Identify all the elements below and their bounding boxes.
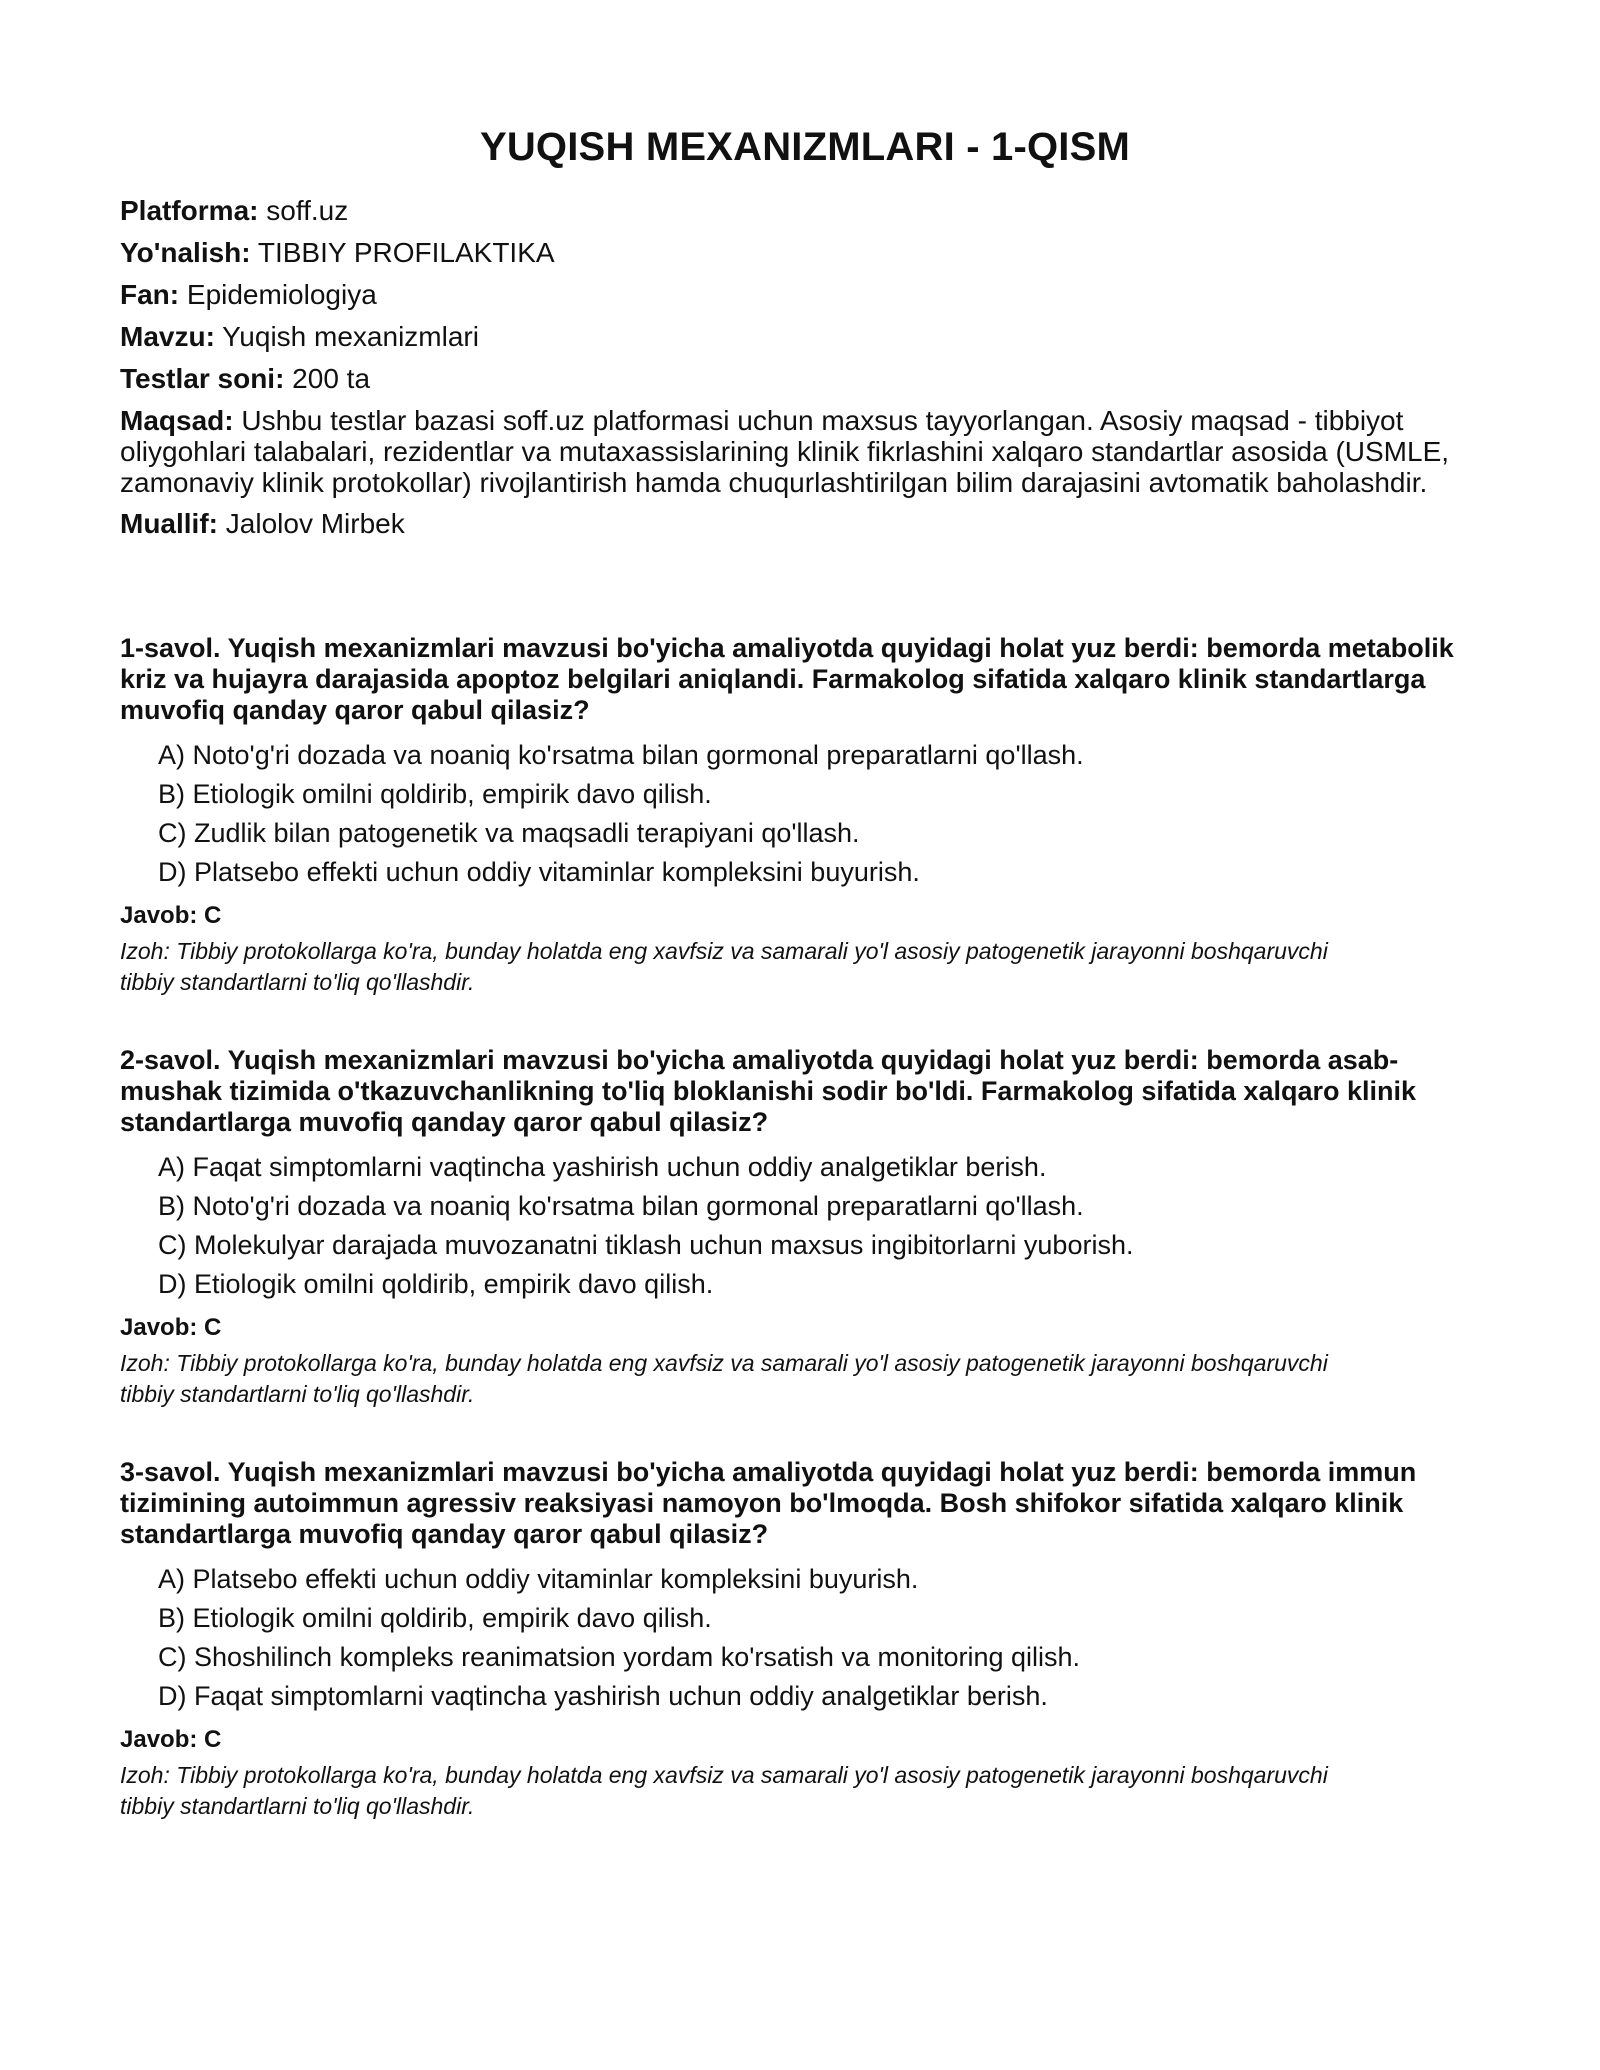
option-a: A) Platsebo effekti uchun oddiy vitaminlar kompleksini buyurish. — [158, 1564, 919, 1594]
questions-list — [120, 633, 1490, 1822]
document-metadata — [120, 195, 1490, 540]
question-2 — [120, 1045, 1490, 1410]
meta-label: Platforma: — [120, 195, 259, 226]
meta-fan — [120, 279, 1490, 311]
meta-value: Ushbu testlar bazasi soff.uz platformasi uchun maxsus tayyorlangan. Asosiy maqsad - tibbiyot oliygohlari talabalari, rezidentlar va mutaxassislarining klinik fikrlashini xalqaro standartlar asosida (USMLE, zamonaviy klinik protokollar) rivojlantirish hamda chuqurlashtirilgan bilim darajasini avtomatik baholashdir. — [120, 405, 1450, 498]
meta-muallif — [120, 508, 1490, 540]
meta-label: Mavzu: — [120, 321, 215, 352]
explanation: Izoh: Tibbiy protokollarga ko'ra, bunday holatda eng xavfsiz va samarali yo'l asosiy patogenetik jarayonni boshqaruvchi tibbiy standartlarni to'liq qo'llashdir. — [120, 1350, 1328, 1407]
meta-value: Jalolov Mirbek — [218, 508, 405, 539]
answer-options — [120, 1152, 1490, 1300]
meta-label: Yo'nalish: — [120, 237, 251, 268]
question-text: 1-savol. Yuqish mexanizmlari mavzusi bo'yicha amaliyotda quyidagi holat yuz berdi: bemorda metabolik kriz va hujayra darajasida apoptoz belgilari aniqlandi. Farmakolog sifatida xalqaro klinik standartlarga muvofiq qanday qaror qabul qilasiz? — [120, 633, 1454, 725]
option-c: C) Zudlik bilan patogenetik va maqsadli terapiyani qo'llash. — [158, 818, 860, 848]
option-a: A) Noto'g'ri dozada va noaniq ko'rsatma bilan gormonal preparatlarni qo'llash. — [158, 740, 1084, 770]
meta-label: Testlar soni: — [120, 363, 285, 394]
document-title: YUQISH MEXANIZMLARI - 1-QISM — [479, 125, 1131, 169]
meta-value: Yuqish mexanizmlari — [214, 321, 479, 352]
question-text: 3-savol. Yuqish mexanizmlari mavzusi bo'yicha amaliyotda quyidagi holat yuz berdi: bemorda immun tizimining autoimmun agressiv reaksiyasi namoyon bo'lmoqda. Bosh shifokor sifatida xalqaro klinik standartlarga muvofiq qanday qaror qabul qilasiz? — [120, 1457, 1417, 1549]
meta-testlar-soni — [120, 363, 1490, 395]
meta-value: 200 ta — [284, 363, 371, 394]
meta-value: soff.uz — [258, 195, 349, 226]
option-b: B) Noto'g'ri dozada va noaniq ko'rsatma bilan gormonal preparatlarni qo'llash. — [158, 1191, 1084, 1221]
option-a: A) Faqat simptomlarni vaqtincha yashirish uchun oddiy analgetiklar berish. — [158, 1152, 1047, 1182]
option-c: C) Shoshilinch kompleks reanimatsion yordam ko'rsatish va monitoring qilish. — [158, 1642, 1081, 1672]
meta-mavzu — [120, 321, 1490, 353]
meta-value: TIBBIY PROFILAKTIKA — [250, 237, 555, 268]
meta-platforma — [120, 195, 1490, 227]
option-d: D) Etiologik omilni qoldirib, empirik davo qilish. — [158, 1269, 714, 1299]
option-c: C) Molekulyar darajada muvozanatni tiklash uchun maxsus ingibitorlarni yuborish. — [158, 1230, 1134, 1260]
meta-maqsad — [120, 405, 1490, 498]
option-b: B) Etiologik omilni qoldirib, empirik davo qilish. — [158, 779, 712, 809]
correct-answer: Javob: C — [120, 1314, 222, 1341]
meta-label: Muallif: — [120, 508, 218, 539]
question-1 — [120, 633, 1490, 998]
explanation: Izoh: Tibbiy protokollarga ko'ra, bunday holatda eng xavfsiz va samarali yo'l asosiy patogenetik jarayonni boshqaruvchi tibbiy standartlarni to'liq qo'llashdir. — [120, 938, 1328, 995]
document-page — [120, 0, 1490, 1869]
question-text: 2-savol. Yuqish mexanizmlari mavzusi bo'yicha amaliyotda quyidagi holat yuz berdi: bemorda asab-mushak tizimida o'tkazuvchanlikning to'liq bloklanishi sodir bo'ldi. Farmakolog sifatida xalqaro klinik standartlarga muvofiq qanday qaror qabul qilasiz? — [120, 1045, 1416, 1137]
meta-label: Fan: — [120, 279, 180, 310]
correct-answer: Javob: C — [120, 902, 222, 929]
meta-label: Maqsad: — [120, 405, 234, 436]
meta-yonalish — [120, 237, 1490, 269]
correct-answer: Javob: C — [120, 1726, 222, 1753]
answer-options — [120, 1564, 1490, 1712]
option-d: D) Platsebo effekti uchun oddiy vitaminlar kompleksini buyurish. — [158, 857, 920, 887]
answer-options — [120, 740, 1490, 888]
explanation: Izoh: Tibbiy protokollarga ko'ra, bunday holatda eng xavfsiz va samarali yo'l asosiy patogenetik jarayonni boshqaruvchi tibbiy standartlarni to'liq qo'llashdir. — [120, 1762, 1328, 1819]
meta-value: Epidemiologiya — [179, 279, 377, 310]
question-3 — [120, 1457, 1490, 1822]
option-d: D) Faqat simptomlarni vaqtincha yashirish uchun oddiy analgetiklar berish. — [158, 1681, 1048, 1711]
option-b: B) Etiologik omilni qoldirib, empirik davo qilish. — [158, 1603, 712, 1633]
